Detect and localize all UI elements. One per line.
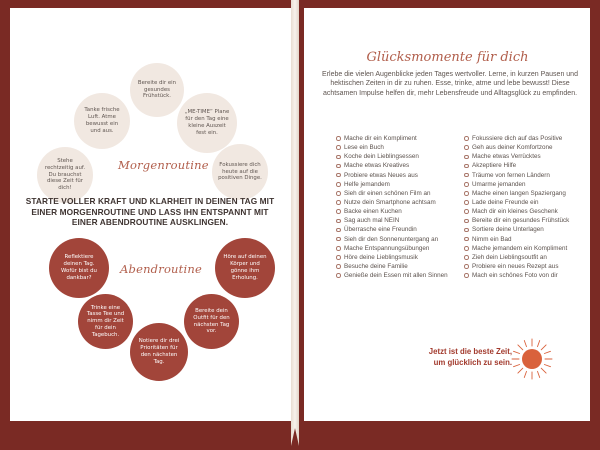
morning-bubble-me-time: „ME-TIME“ Plane für den Tag eine kleine Auszeit fest ein. — [177, 93, 237, 153]
bullet-icon — [464, 182, 469, 187]
list-item: Geh aus deiner Komfortzone — [464, 143, 569, 152]
morning-bubble-breakfast: Bereite dir ein gesundes Frühstück. — [130, 63, 184, 117]
list-item: Nutze dein Smartphone achtsam — [336, 198, 448, 207]
bullet-icon — [464, 173, 469, 178]
bullet-icon — [336, 255, 341, 260]
evening-routine-label: Abendroutine — [120, 262, 202, 276]
bullet-icon — [464, 246, 469, 251]
checklist-right — [464, 134, 569, 280]
routine-intro-text: STARTE VOLLER KRAFT UND KLARHEIT IN DEINEN TAG MIT EINER MORGENROUTINE UND LASS IHN ENTSPANNT MIT EINER ABENDROUTINE AUSKLINGEN. — [25, 196, 275, 228]
list-item: Sag auch mal NEIN — [336, 216, 448, 225]
bullet-icon — [336, 246, 341, 251]
bullet-icon — [464, 219, 469, 224]
bullet-icon — [336, 145, 341, 150]
bullet-icon — [464, 155, 469, 160]
list-item: Überrasche eine Freundin — [336, 225, 448, 234]
list-item: Sieh dir einen schönen Film an — [336, 189, 448, 198]
morning-routine-label: Morgenroutine — [118, 158, 209, 172]
intro-paragraph: Erlebe die vielen Augenblicke jeden Tages wertvoller. Lerne, in kurzen Pausen und hektischen Zeiten in dir zu ruhen. Esse, trinke, atme und lebe bewusst! Diese achtsamen Impulse helfen dir, mehr Lebensfreude und Alltagsglück zu empfinden. — [322, 71, 578, 97]
morning-bubble-fresh-air: Tanke frische Luft. Atme bewusst ein und aus. — [74, 93, 130, 149]
checklist-left — [336, 134, 448, 280]
list-item: Lese ein Buch — [336, 143, 448, 152]
morning-bubble-get-up: Stehe rechtzeitig auf. Du brauchst diese Zeit für dich! — [37, 147, 93, 203]
list-item: Mache etwas Verrücktes — [464, 152, 569, 161]
list-item: Backe einen Kuchen — [336, 207, 448, 216]
list-item: Besuche deine Familie — [336, 262, 448, 271]
list-item: Genieße dein Essen mit allen Sinnen — [336, 271, 448, 280]
list-item: Probiere etwas Neues aus — [336, 171, 448, 180]
bullet-icon — [464, 200, 469, 205]
list-item: Mache Entspannungsübungen — [336, 244, 448, 253]
list-item: Sortiere deine Unterlagen — [464, 225, 569, 234]
evening-bubble-rest: Höre auf deinen Körper und gönne ihm Erholung. — [215, 238, 275, 298]
bullet-icon — [464, 255, 469, 260]
evening-bubble-tea: Trinke eine Tasse Tee und nimm dir Zeit für dein Tagebuch. — [78, 294, 133, 349]
list-item: Träume von fernen Ländern — [464, 171, 569, 180]
bullet-icon — [336, 164, 341, 169]
list-item: Nimm ein Bad — [464, 235, 569, 244]
bullet-icon — [336, 173, 341, 178]
page-title: Glücksmomente für dich — [366, 50, 529, 65]
evening-bubble-outfit: Bereite dein Outfit für den nächsten Tag vor. — [184, 294, 239, 349]
bullet-icon — [336, 273, 341, 278]
bullet-icon — [336, 182, 341, 187]
bullet-icon — [336, 264, 341, 269]
list-item: Lade deine Freunde ein — [464, 198, 569, 207]
evening-bubble-priorities: Notiere dir drei Prioritäten für den nächsten Tag. — [130, 323, 188, 381]
bullet-icon — [464, 136, 469, 141]
bookmark-ribbon — [291, 0, 299, 446]
bullet-icon — [464, 209, 469, 214]
list-item: Akzeptiere Hilfe — [464, 161, 569, 170]
list-item: Probiere ein neues Rezept aus — [464, 262, 569, 271]
list-item: Fokussiere dich auf das Positive — [464, 134, 569, 143]
list-item: Mache dir ein Kompliment — [336, 134, 448, 143]
bullet-icon — [336, 136, 341, 141]
list-item: Mache jemandem ein Kompliment — [464, 244, 569, 253]
list-item: Mache einen langen Spaziergang — [464, 189, 569, 198]
list-item: Sieh dir den Sonnenuntergang an — [336, 235, 448, 244]
list-item: Mache etwas Kreatives — [336, 161, 448, 170]
bullet-icon — [464, 228, 469, 233]
evening-bubble-reflect: Reflektiere deinen Tag. Wofür bist du dankbar? — [49, 238, 109, 298]
bullet-icon — [464, 164, 469, 169]
closing-quote: Jetzt ist die beste Zeit, um glücklich zu sein. — [428, 347, 512, 367]
bullet-icon — [336, 191, 341, 196]
list-item: Mach ein schönes Foto von dir — [464, 271, 569, 280]
list-item: Helfe jemandem — [336, 180, 448, 189]
bullet-icon — [464, 145, 469, 150]
list-item: Höre deine Lieblingsmusik — [336, 253, 448, 262]
bullet-icon — [336, 237, 341, 242]
bullet-icon — [336, 200, 341, 205]
sun-icon — [510, 337, 554, 381]
list-item: Umarme jemanden — [464, 180, 569, 189]
morning-bubble-positive: Fokussiere dich heute auf die positiven Dinge. — [212, 144, 268, 200]
bullet-icon — [336, 209, 341, 214]
list-item: Koche dein Lieblingsessen — [336, 152, 448, 161]
bullet-icon — [464, 273, 469, 278]
bullet-icon — [464, 264, 469, 269]
bullet-icon — [336, 219, 341, 224]
list-item: Mach dir ein kleines Geschenk — [464, 207, 569, 216]
list-item: Bereite dir ein gesundes Frühstück — [464, 216, 569, 225]
bullet-icon — [336, 155, 341, 160]
list-item: Zieh dein Lieblingsoutfit an — [464, 253, 569, 262]
bullet-icon — [336, 228, 341, 233]
bullet-icon — [464, 237, 469, 242]
bullet-icon — [464, 191, 469, 196]
